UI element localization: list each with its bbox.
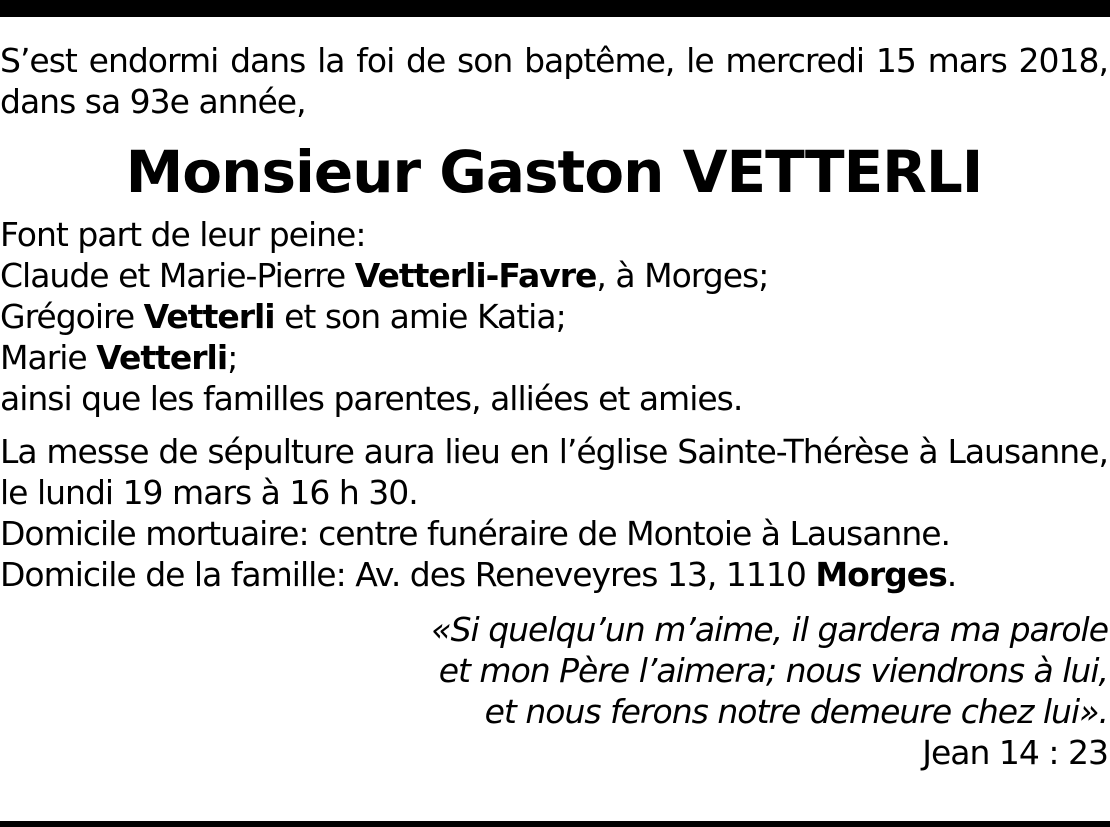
family-member — [0, 296, 1108, 337]
bottom-border-rule — [0, 821, 1110, 827]
service-line-2: le lundi 19 mars à 16 h 30. — [0, 473, 418, 512]
family-address — [0, 554, 1108, 595]
family-member-location: ; — [227, 338, 238, 377]
family-member-location: , à Morges; — [596, 256, 769, 295]
service-line-1: La messe de sépulture aura lieu en l’église Sainte-Thérèse à Lausanne, — [0, 432, 1108, 471]
family-member — [0, 255, 1108, 296]
family-member-surname: Vetterli — [96, 338, 228, 377]
family-member-surname: Vetterli-Favre — [354, 256, 597, 295]
intro-paragraph — [0, 40, 1108, 122]
quote-reference: Jean 14 : 23 — [922, 733, 1108, 772]
family-address-street: Domicile de la famille: Av. des Reneveyres 13, 1110 — [0, 555, 816, 594]
quote-line-2: et mon Père l’aimera; nous viendrons à lui, — [438, 651, 1108, 690]
section-gap — [0, 419, 1108, 431]
family-address-town: Morges — [815, 555, 947, 594]
family-member-surname: Vetterli — [143, 297, 275, 336]
service-section — [0, 431, 1108, 595]
family-member-first-names: Claude et Marie-Pierre — [0, 256, 355, 295]
intro-line-2: dans sa 93e année, — [0, 82, 306, 121]
quote-line-3: et nous ferons notre demeure chez lui». — [484, 692, 1108, 731]
family-member — [0, 337, 1108, 378]
scripture-quote — [0, 609, 1108, 773]
family-section — [0, 214, 1108, 419]
deceased-name: Monsieur Gaston VETTERLI — [125, 138, 983, 206]
quote-line-1: «Si quelqu’un m’aime, il gardera ma parole — [431, 610, 1108, 649]
family-member-location: et son amie Katia; — [274, 297, 566, 336]
family-member-first-names: Grégoire — [0, 297, 144, 336]
family-address-end: . — [946, 555, 957, 594]
top-border-rule — [0, 0, 1110, 17]
family-heading: Font part de leur peine: — [0, 215, 366, 254]
intro-line-1: S’est endormi dans la foi de son baptême, le mercredi 15 mars 2018, — [0, 41, 1108, 80]
family-member-first-names: Marie — [0, 338, 97, 377]
death-notice — [0, 40, 1108, 773]
mortuary-address: Domicile mortuaire: centre funéraire de Montoie à Lausanne. — [0, 514, 951, 553]
family-closing: ainsi que les familles parentes, alliées et amies. — [0, 379, 743, 418]
